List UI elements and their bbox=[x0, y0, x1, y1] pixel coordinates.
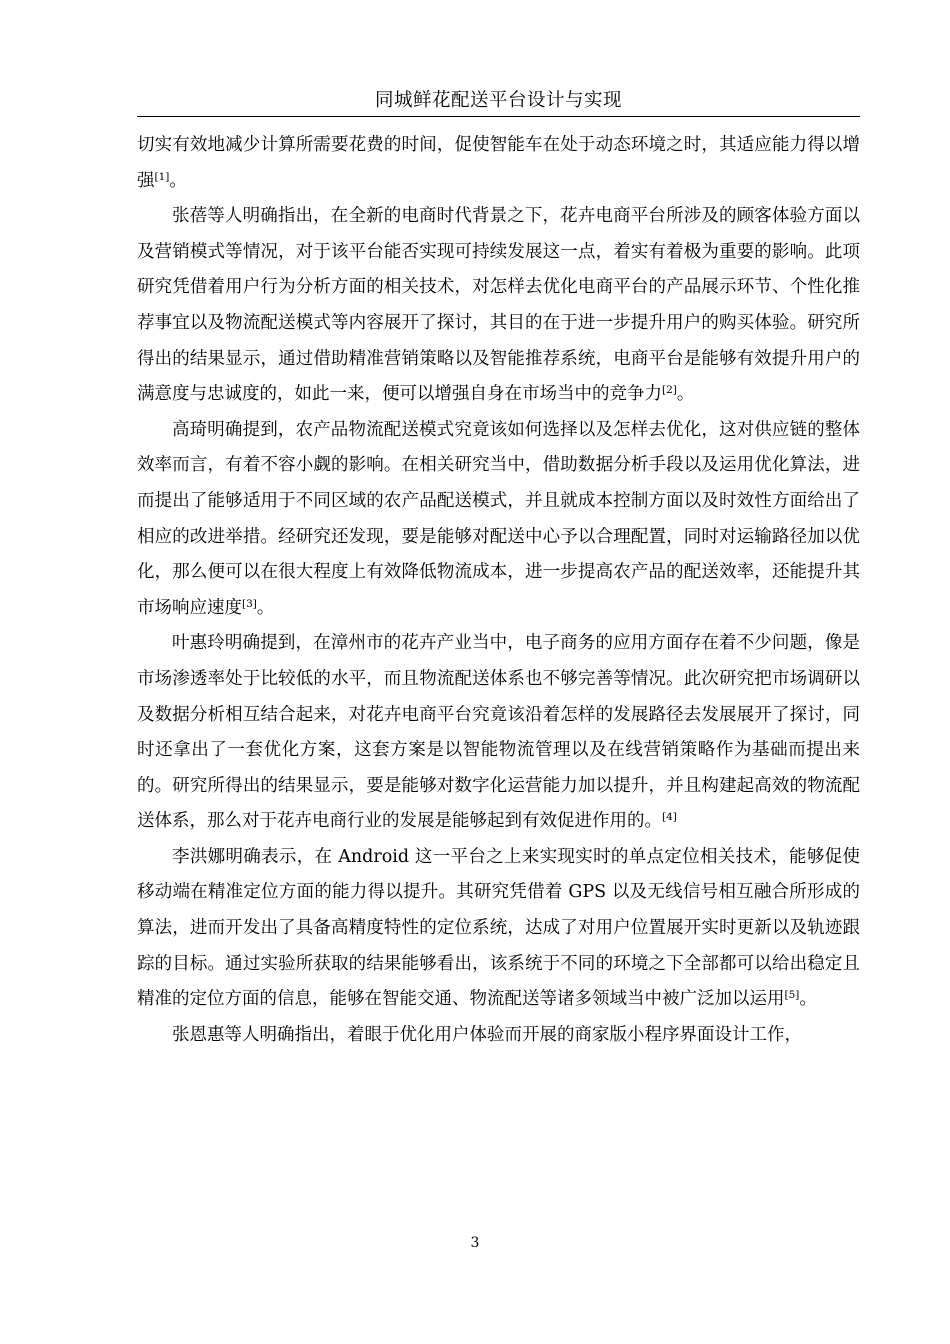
paragraph-text: 李洪娜明确表示，在 Android 这一平台之上来实现实时的单点定位相关技术，能够促使移动端在精准定位方面的能力得以提升。其研究凭借着 GPS 以及无线信号相互融合所形成的算法，进而开发出了具备高精度特性的定位系统，达成了对用户位置展开实时更新以及轨迹跟踪的目标。通过实验所获取的结果能够看出，该系统于不同的环境之下全部都可以给出稳定且精准的定位方面的信息，能够在智能交通、物流配送等诸多领域当中被广泛加以运用 bbox=[137, 846, 860, 1010]
citation-ref: [2] bbox=[662, 384, 677, 397]
paragraph-6 bbox=[137, 1018, 860, 1054]
paragraph-2 bbox=[137, 199, 860, 413]
paragraph-text: 张恩惠等人明确指出，着眼于优化用户体验而开展的商家版小程序界面设计工作， bbox=[172, 1024, 802, 1045]
citation-ref: [1] bbox=[154, 170, 170, 183]
paragraph-text: 高琦明确提到，农产品物流配送模式究竟该如何选择以及怎样去优化，这对供应链的整体效率而言，有着不容小觑的影响。在相关研究当中，借助数据分析手段以及运用优化算法，进而提出了能够适用于不同区域的农产品配送模式，并且就成本控制方面以及时效性方面给出了相应的改进举措。经研究还发现，要是能够对配送中心予以合理配置，同时对运输路径加以优化，那么便可以在很大程度上有效降低物流成本，进一步提高农产品的配送效率，还能提升其市场响应速度 bbox=[137, 419, 860, 618]
citation-ref: [3] bbox=[242, 597, 257, 610]
header-divider bbox=[137, 116, 860, 117]
paragraph-tail: 。 bbox=[676, 384, 695, 405]
paragraph-3 bbox=[137, 413, 860, 627]
paragraph-text: 张蓓等人明确指出，在全新的电商时代背景之下，花卉电商平台所涉及的顾客体验方面以及营销模式等情况，对于该平台能否实现可持续发展这一点，着实有着极为重要的影响。此项研究凭借着用户行为分析方面的相关技术，对怎样去优化电商平台的产品展示环节、个性化推荐事宜以及物流配送模式等内容展开了探讨，其目的在于进一步提升用户的购买体验。研究所得出的结果显示，通过借助精准营销策略以及智能推荐系统，电商平台是能够有效提升用户的满意度与忠诚度的，如此一来，便可以增强自身在市场当中的竞争力 bbox=[137, 206, 860, 405]
paragraph-tail: 。 bbox=[256, 597, 275, 618]
paragraph-5 bbox=[137, 840, 860, 1018]
document-body bbox=[137, 128, 860, 1053]
citation-ref: [5] bbox=[784, 989, 800, 1002]
paragraph-text: 切实有效地减少计算所需要花费的时间，促使智能车在处于动态环境之时，其适应能力得以增强 bbox=[137, 135, 860, 191]
citation-ref: [4] bbox=[662, 811, 677, 824]
paragraph-text: 叶惠玲明确提到，在漳州市的花卉产业当中，电子商务的应用方面存在着不少问题，像是市场渗透率处于比较低的水平，而且物流配送体系也不够完善等情况。此次研究把市场调研以及数据分析相互结合起来，对花卉电商平台究竟该沿着怎样的发展路径去发展展开了探讨，同时还拿出了一套优化方案，这套方案是以智能物流管理以及在线营销策略作为基础而提出来的。研究所得出的结果显示，要是能够对数字化运营能力加以提升，并且构建起高效的物流配送体系，那么对于花卉电商行业的发展是能够起到有效促进作用的。 bbox=[137, 633, 860, 832]
running-header: 同城鲜花配送平台设计与实现 bbox=[374, 90, 622, 111]
paragraph-1 bbox=[137, 128, 860, 199]
page-number: 3 bbox=[470, 1235, 480, 1251]
paragraph-tail: 。 bbox=[169, 170, 187, 191]
paragraph-4 bbox=[137, 626, 860, 840]
paragraph-tail: 。 bbox=[799, 989, 817, 1010]
